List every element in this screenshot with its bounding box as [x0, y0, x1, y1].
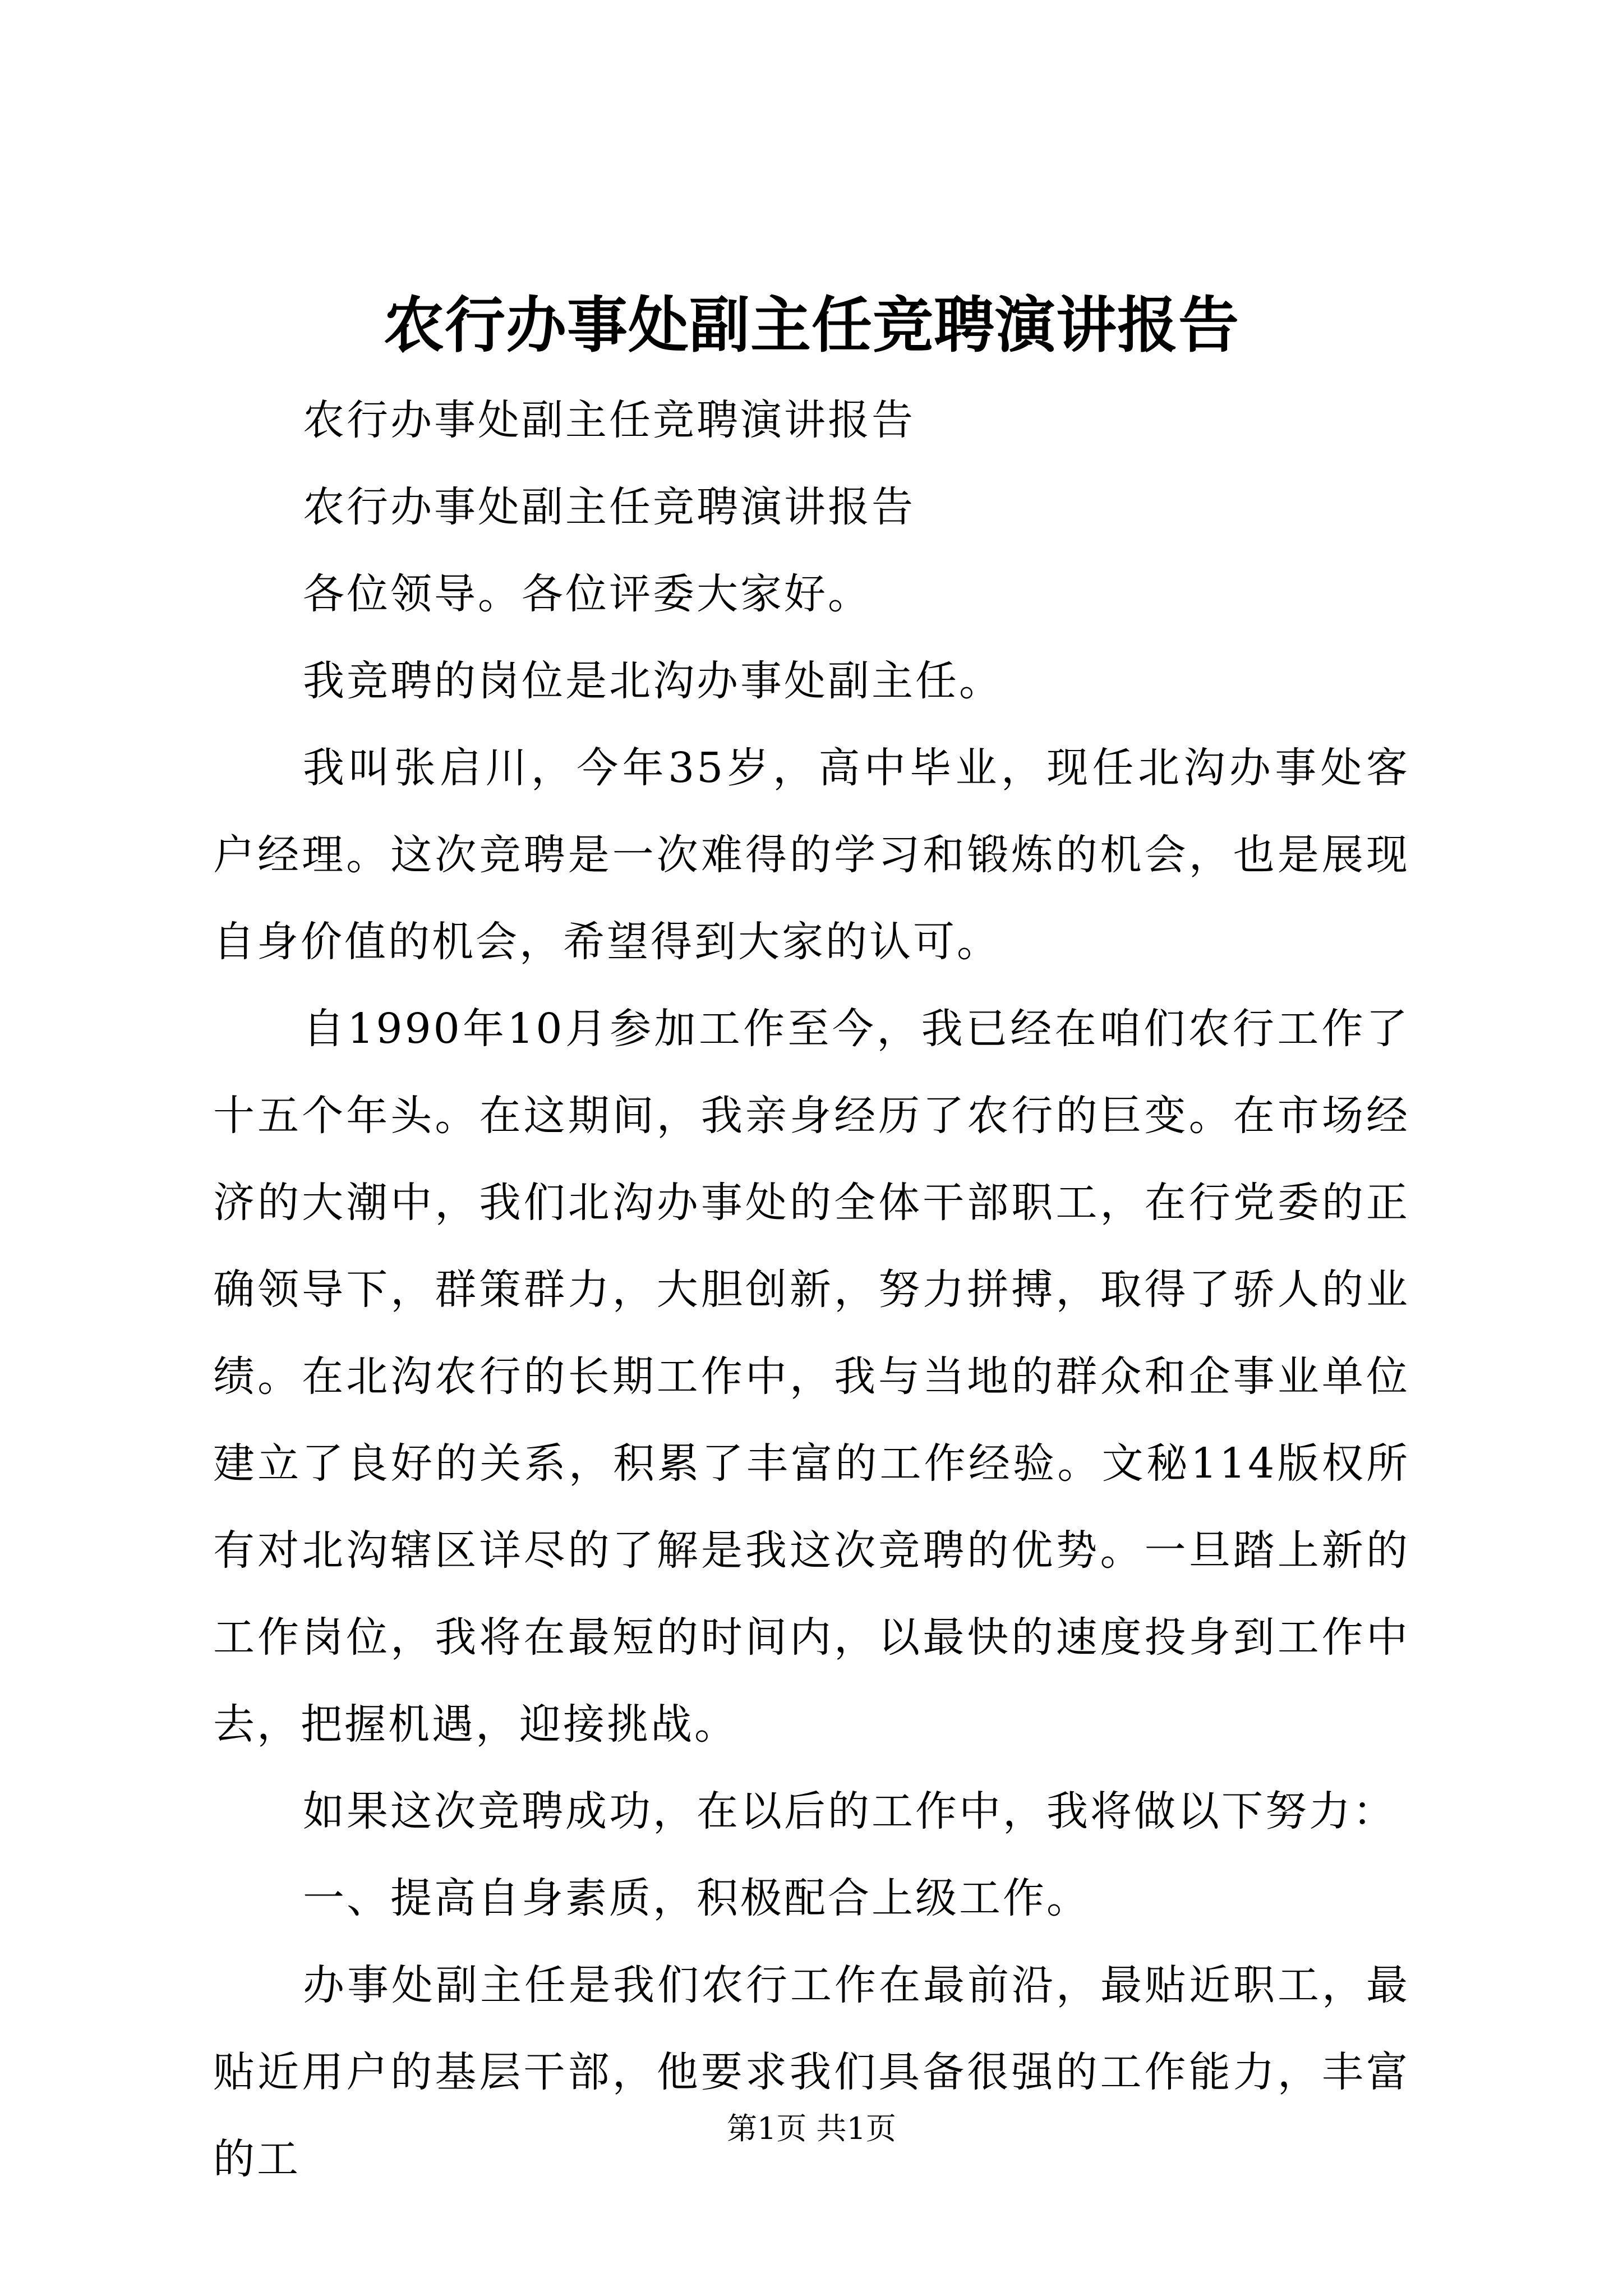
paragraph: 如果这次竞聘成功，在以后的工作中，我将做以下努力：	[303, 1787, 1396, 1835]
paragraph: 办事处副主任是我们农行工作在最前沿，最贴近职工，最贴近用户的基层干部，他要求我们具备很强的工作能力，丰富的工	[213, 1961, 1410, 2183]
page-footer: 第1页 共1页	[727, 2111, 896, 2146]
paragraph: 自1990年10月参加工作至今，我已经在咱们农行工作了十五个年头。在这期间，我亲身经历了农行的巨变。在市场经济的大潮中，我们北沟办事处的全体干部职工，在行党委的正确领导下，群策群力，大胆创新，努力拼搏，取得了骄人的业绩。在北沟农行的长期工作中，我与当地的群众和企事业单位建立了良好的关系，积累了丰富的工作经验。文秘114版权所有对北沟辖区详尽的了解是我这次竞聘的优势。一旦踏上新的工作岗位，我将在最短的时间内，以最快的速度投身到工作中去，把握机遇，迎接挑战。	[213, 1005, 1410, 1749]
paragraph: 农行办事处副主任竞聘演讲报告	[303, 396, 915, 444]
paragraph: 一、提高自身素质，积极配合上级工作。	[303, 1874, 1090, 1922]
paragraph: 各位领导。各位评委大家好。	[303, 570, 872, 618]
document-title: 农行办事处副主任竞聘演讲报告	[383, 290, 1239, 361]
paragraph: 农行办事处副主任竞聘演讲报告	[303, 483, 915, 531]
document-body	[213, 377, 1410, 2203]
paragraph: 我竞聘的岗位是北沟办事处副主任。	[303, 657, 1003, 705]
paragraph: 我叫张启川，今年35岁，高中毕业，现任北沟办事处客户经理。这次竞聘是一次难得的学习和锻炼的机会，也是展现自身价值的机会，希望得到大家的认可。	[213, 744, 1410, 966]
